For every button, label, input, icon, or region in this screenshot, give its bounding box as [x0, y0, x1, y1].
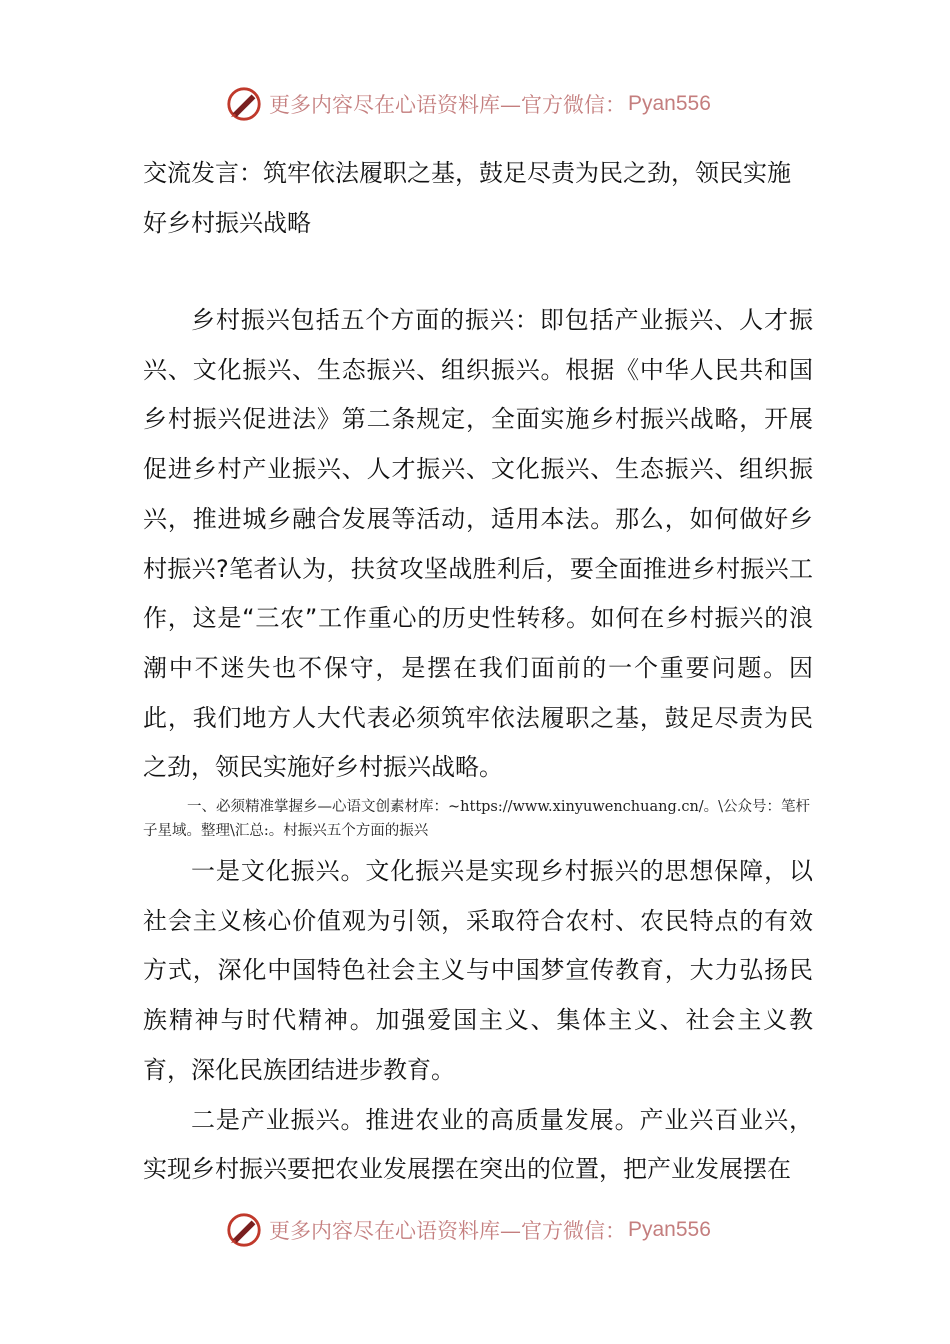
paragraph: 二是产业振兴。推进农业的高质量发展。产业兴百业兴，实现乡村振兴要把农业发展摆在突出的位置，把产业发展摆在 [143, 1105, 813, 1184]
watermark-wechat-id: Pyan556 [628, 1218, 711, 1241]
pen-nib-circle-icon [225, 1211, 263, 1249]
pen-nib-circle-icon [225, 85, 263, 123]
inserted-note: 一、必须精准掌握乡—心语文创素材库：~https://www.xinyuwenchuang.cn/。\公众号：笔杆子星域。整理\汇总:。村振兴五个方面的振兴 [143, 799, 811, 840]
document-body [143, 296, 813, 1195]
header-watermark [225, 84, 745, 124]
footer-watermark [225, 1210, 745, 1250]
paragraph: 乡村振兴包括五个方面的振兴：即包括产业振兴、人才振兴、文化振兴、生态振兴、组织振兴。根据《中华人民共和国乡村振兴促进法》第二条规定，全面实施乡村振兴战略，开展促进乡村产业振兴、人才振兴、文化振兴、生态振兴、组织振兴，推进城乡融合发展等活动，适用本法。那么，如何做好乡村振兴?笔者认为，扶贫攻坚战胜利后，要全面推进乡村振兴工作，这是“三农”工作重心的历史性转移。如何在乡村振兴的浪潮中不迷失也不保守，是摆在我们面前的一个重要问题。因此，我们地方人大代表必须筑牢依法履职之基，鼓足尽责为民之劲，领民实施好乡村振兴战略。 [143, 306, 813, 782]
paragraph: 一是文化振兴。文化振兴是实现乡村振兴的思想保障，以社会主义核心价值观为引领，采取符合农村、农民特点的有效方式，深化中国特色社会主义与中国梦宣传教育，大力弘扬民族精神与时代精神。加强爱国主义、集体主义、社会主义教育，深化民族团结进步教育。 [143, 857, 813, 1084]
watermark-wechat-id: Pyan556 [628, 92, 711, 115]
watermark-text: 更多内容尽在心语资料库—官方微信： [269, 1219, 626, 1243]
document-title: 交流发言：筑牢依法履职之基，鼓足尽责为民之劲，领民实施好乡村振兴战略 [143, 159, 791, 237]
watermark-text: 更多内容尽在心语资料库—官方微信： [269, 93, 626, 117]
